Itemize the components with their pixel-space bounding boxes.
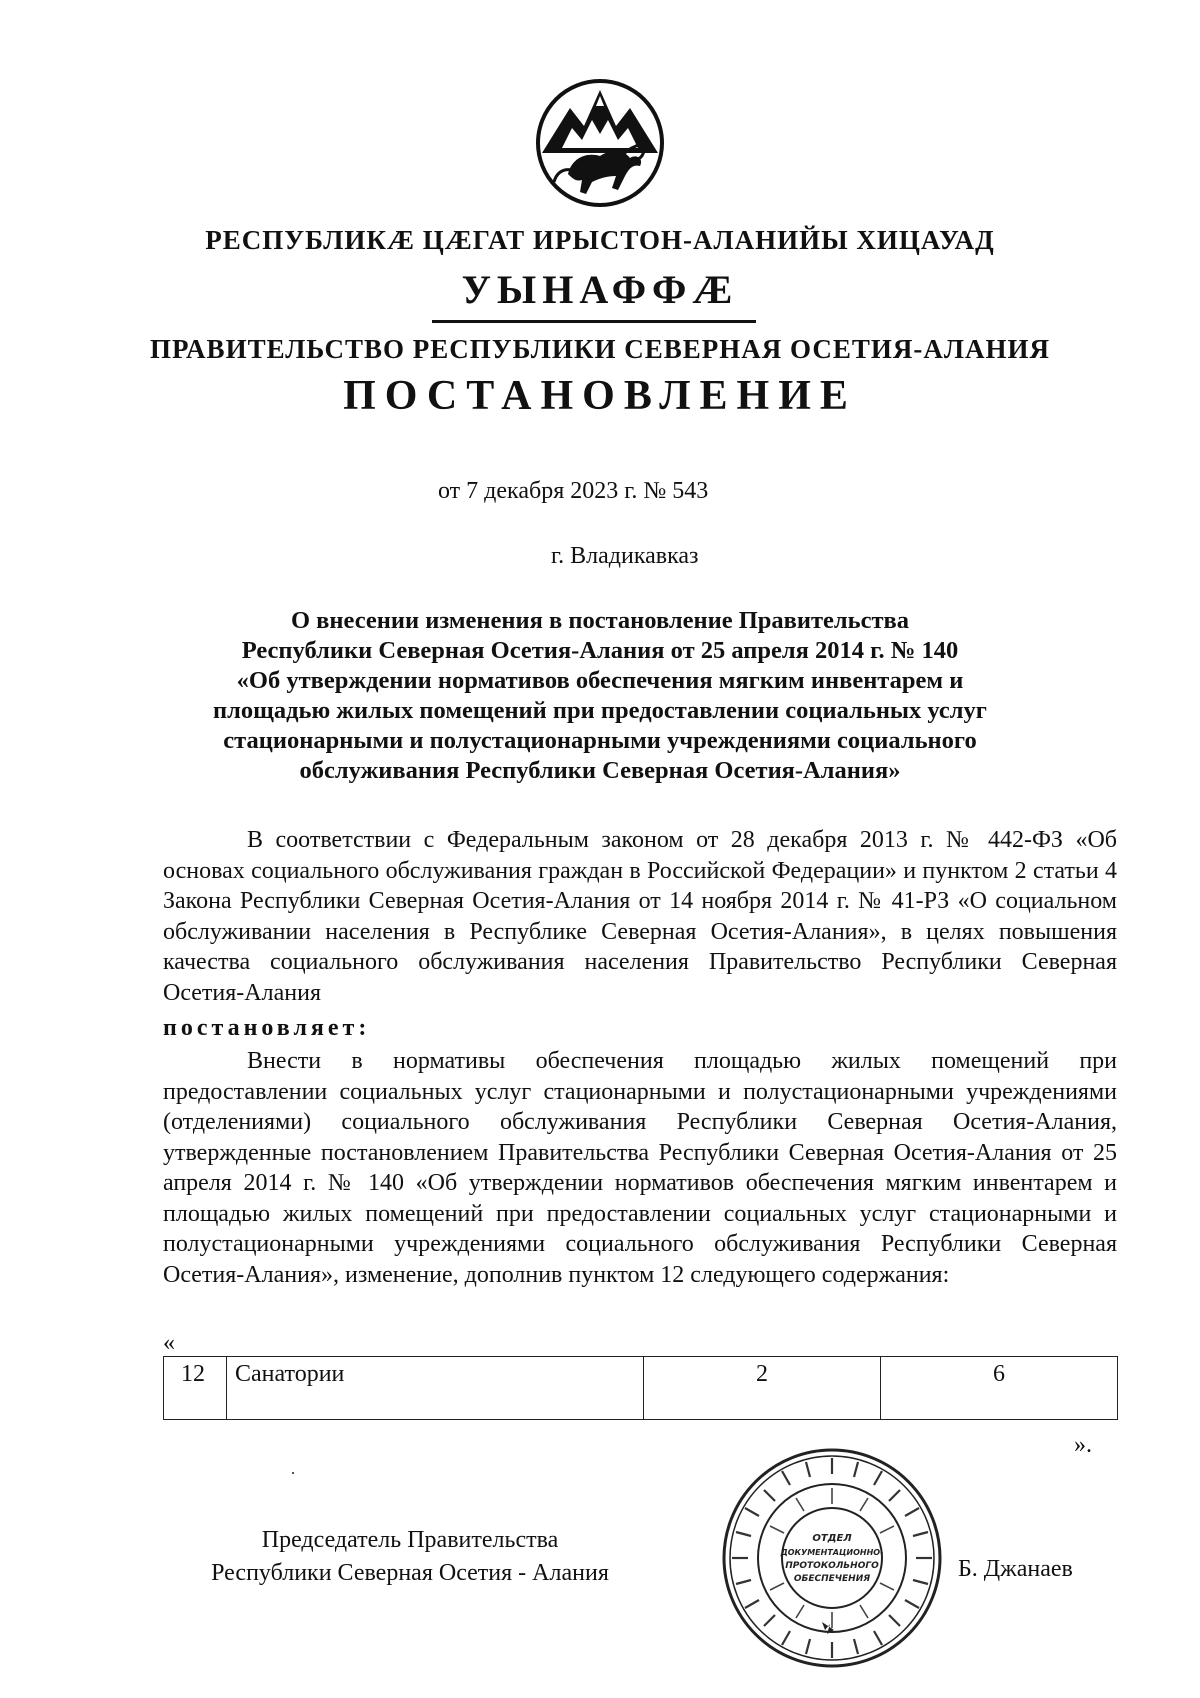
signatory-name: Б. Джанаев <box>958 1556 1073 1582</box>
stamp-line: ДОКУМЕНТАЦИОННО- <box>780 1548 884 1557</box>
official-stamp <box>718 1444 946 1672</box>
signatory-title <box>160 1524 660 1590</box>
row-number: 12 <box>164 1357 227 1420</box>
title-line: обслуживания Республики Северная Осетия-Алания» <box>299 757 901 784</box>
document-title <box>160 606 1040 786</box>
scan-speck <box>292 1472 294 1474</box>
closing-quote: ». <box>1074 1432 1092 1458</box>
preamble-paragraph <box>163 825 1117 1008</box>
signatory-title-line: Республики Северная Осетия - Алания <box>211 1560 609 1586</box>
norm-value-1: 2 <box>644 1357 881 1420</box>
title-line: стационарными и полустационарными учреждениями социального <box>223 727 977 754</box>
preamble-text: В соответствии с Федеральным законом от 28 декабря 2013 г. № 442-ФЗ «Об основах социального обслуживания граждан в Российской Федерации» и пунктом 2 статьи 4 Закона Республики Северная Осетия-Алания от 14 ноября 2014 г. № 41-РЗ «О социальном обслуживании населения в Республике Северная Осетия-Алания», в целях повышения качества социального обслуживания населения Правительство Республики Северная Осетия-Алания <box>163 827 1117 1006</box>
title-line: «Об утверждении нормативов обеспечения мягким инвентарем и <box>236 667 964 694</box>
title-line: Республики Северная Осетия-Алания от 25 апреля 2014 г. № 140 <box>241 637 959 664</box>
coat-of-arms-emblem <box>532 78 668 208</box>
operative-text: Внести в нормативы обеспечения площадью жилых помещений при предоставлении социальных услуг стационарными и полустационарными учреждениями (отделениями) социального обслуживания Республики Северная Осетия-Алания, утвержденные постановлением Правительства Республики Северная Осетия-Алания от 25 апреля 2014 г. № 140 «Об утверждении нормативов обеспечения мягким инвентарем и площадью жилых помещений при предоставлении социальных услуг стационарными и полустационарными учреждениями социального обслуживания Республики Северная Осетия-Алания», изменение, дополнив пунктом 12 следующего содержания: <box>163 1048 1117 1288</box>
table-row <box>164 1357 1118 1420</box>
republic-name-russian: ПРАВИТЕЛЬСТВО РЕСПУБЛИКИ СЕВЕРНАЯ ОСЕТИЯ-АЛАНИЯ <box>150 334 1050 364</box>
institution-type: Санатории <box>227 1357 644 1420</box>
title-line: О внесении изменения в постановление Правительства <box>291 607 909 634</box>
norm-value-2: 6 <box>881 1357 1118 1420</box>
stamp-line: ОТДЕЛ <box>812 1533 852 1544</box>
title-line: площадью жилых помещений при предоставлении социальных услуг <box>213 697 987 724</box>
header-divider <box>432 320 756 323</box>
stamp-line: ПРОТОКОЛЬНОГО <box>785 1561 879 1571</box>
republic-name-ossetian: РЕСПУБЛИКÆ ЦÆГАТ ИРЫСТОН-АЛАНИЙЫ ХИЦАУАД <box>205 225 995 255</box>
signatory-title-line: Председатель Правительства <box>261 1527 559 1553</box>
decrees-word: постановляет: <box>163 1015 371 1041</box>
operative-paragraph <box>163 1046 1117 1290</box>
document-date-number: от 7 декабря 2023 г. № 543 <box>438 478 709 504</box>
document-type-russian: ПОСТАНОВЛЕНИЕ <box>343 373 857 419</box>
opening-quote: « <box>163 1330 175 1356</box>
stamp-line: ОБЕСПЕЧЕНИЯ <box>793 1574 871 1584</box>
document-type-ossetian: УЫНАФФÆ <box>461 267 739 312</box>
document-city: г. Владикавказ <box>551 543 699 569</box>
norms-table <box>163 1356 1118 1420</box>
